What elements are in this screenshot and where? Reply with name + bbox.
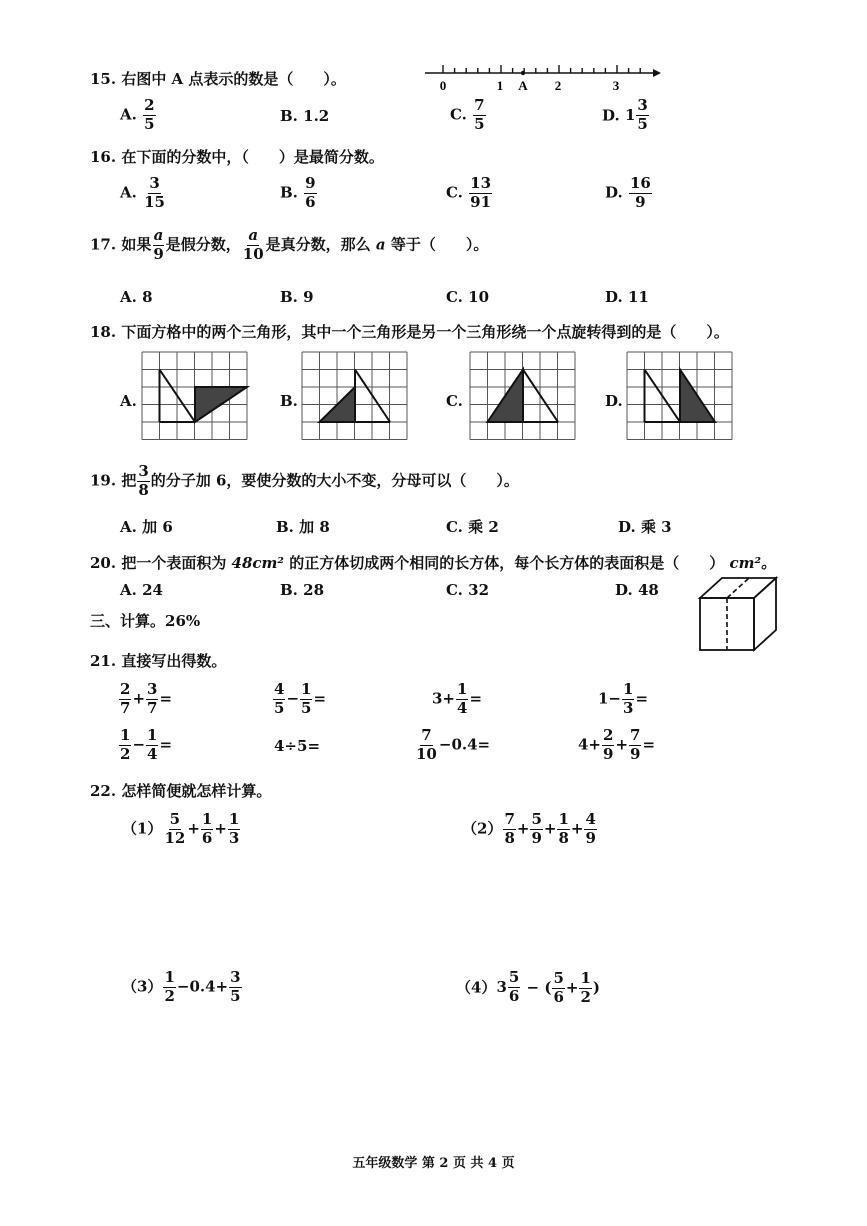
q19-option-a[interactable]: A. 加 6 [120, 518, 173, 536]
point-a-marker [521, 71, 525, 75]
q17-option-a[interactable]: A. 8 [120, 288, 153, 306]
q20-option-b[interactable]: B. 28 [280, 581, 325, 599]
cube-figure [698, 576, 780, 652]
q19-option-b[interactable]: B. 加 8 [276, 518, 330, 536]
q20-option-c[interactable]: C. 32 [446, 581, 490, 599]
q17-option-b[interactable]: B. 9 [280, 288, 314, 306]
q15-option-c[interactable]: C. $\frac{7}{5}$ [450, 96, 485, 133]
q15-option-a[interactable]: A. $\frac{2}{5}$ [120, 96, 155, 133]
q16-option-c[interactable]: C. $\frac{13}{91}$ [446, 174, 492, 211]
q17-option-c[interactable]: C. 10 [446, 288, 490, 306]
q18-grid-c[interactable] [470, 352, 576, 440]
q20-option-d[interactable]: D. 48 [615, 581, 659, 599]
q21-item-5: $\frac{1}{2}$ − $\frac{1}{4}$ = [120, 726, 173, 763]
q18-option-d-label[interactable]: D. [605, 392, 623, 410]
q21-item-8: 4+ $\frac{2}{9}$ + $\frac{7}{9}$ = [578, 726, 656, 763]
q18-grid-b[interactable] [302, 352, 408, 440]
number-line-label-0: 0 [439, 78, 447, 93]
q21-item-6: 4÷5= [274, 737, 321, 755]
q16-option-b[interactable]: B. $\frac{9}{6}$ [280, 174, 316, 211]
q21-item-1: $\frac{2}{7}$ + $\frac{3}{7}$ = [120, 680, 173, 717]
q19-stem: 19. 把 $\frac{3}{8}$ 的分子加 6，要使分数的大小不变，分母可以（ ）。 [90, 462, 519, 499]
q18-stem: 18. 下面方格中的两个三角形，其中一个三角形是另一个三角形绕一个点旋转得到的是（ ）。 [90, 323, 729, 341]
q18-grid-d[interactable] [627, 352, 733, 440]
q18-option-b-label[interactable]: B. [280, 392, 298, 410]
q15-option-b[interactable]: B. 1.2 [280, 107, 330, 125]
q21-item-2: $\frac{4}{5}$ − $\frac{1}{5}$ = [274, 680, 327, 717]
q22-problem-2: （2） $\frac{7}{8}$ + $\frac{5}{9}$ + $\frac{1}{8}$ + $\frac{4}{9}$ [462, 810, 596, 847]
number-line-label-2: 2 [554, 78, 562, 93]
number-line-label-3: 3 [612, 78, 620, 93]
q19-option-c[interactable]: C. 乘 2 [446, 518, 499, 536]
q22-stem: 22. 怎样简便就怎样计算。 [90, 782, 272, 800]
q20-option-a[interactable]: A. 24 [120, 581, 163, 599]
q20-stem: 20. 把一个表面积为 48cm² 的正方体切成两个相同的长方体，每个长方体的表面积是（ ） cm²。 [90, 554, 777, 572]
number-line-figure [425, 60, 665, 94]
q18-grid-a[interactable] [142, 352, 248, 440]
q22-problem-3: （3） $\frac{1}{2}$ −0.4+ $\frac{3}{5}$ [122, 968, 241, 1005]
q22-problem-1: （1） $\frac{5}{12}$ + $\frac{1}{6}$ + $\frac{1}{3}$ [122, 810, 240, 847]
q17-option-d[interactable]: D. 11 [605, 288, 649, 306]
q18-option-c-label[interactable]: C. [446, 392, 463, 410]
q16-stem: 16. 在下面的分数中，（ ）是最简分数。 [90, 148, 384, 166]
q16-option-a[interactable]: A. $\frac{3}{15}$ [120, 174, 165, 211]
q18-option-a-label[interactable]: A. [120, 392, 137, 410]
q21-stem: 21. 直接写出得数。 [90, 652, 227, 670]
q17-stem: 17. 如果 $\frac{a}{9}$ 是假分数， $\frac{a}{10}$ 是真分数，那么 a 等于（ ）。 [90, 226, 489, 263]
page-footer: 五年级数学 第 2 页 共 4 页 [352, 1156, 515, 1171]
q15-stem: 15. 右图中 A 点表示的数是（ ）。 [90, 70, 346, 88]
q15-option-d[interactable]: D. 1 $\frac{3}{5}$ [602, 96, 648, 133]
q19-option-d[interactable]: D. 乘 3 [618, 518, 672, 536]
q22-problem-4: （4） 3 $\frac{5}{6}$ − ( $\frac{5}{6}$ + $\frac{1}{2}$ ) [456, 968, 600, 1006]
number-line-label-1: 1 [496, 78, 504, 93]
q21-item-3: 3+ $\frac{1}{4}$ = [432, 680, 483, 717]
number-line-label-a: A [518, 78, 528, 93]
q21-item-4: 1− $\frac{1}{3}$ = [598, 680, 649, 717]
section-3-title: 三、计算。26% [90, 612, 201, 630]
q21-item-7: $\frac{7}{10}$ −0.4= [416, 726, 491, 763]
q16-option-d[interactable]: D. $\frac{16}{9}$ [605, 174, 651, 211]
